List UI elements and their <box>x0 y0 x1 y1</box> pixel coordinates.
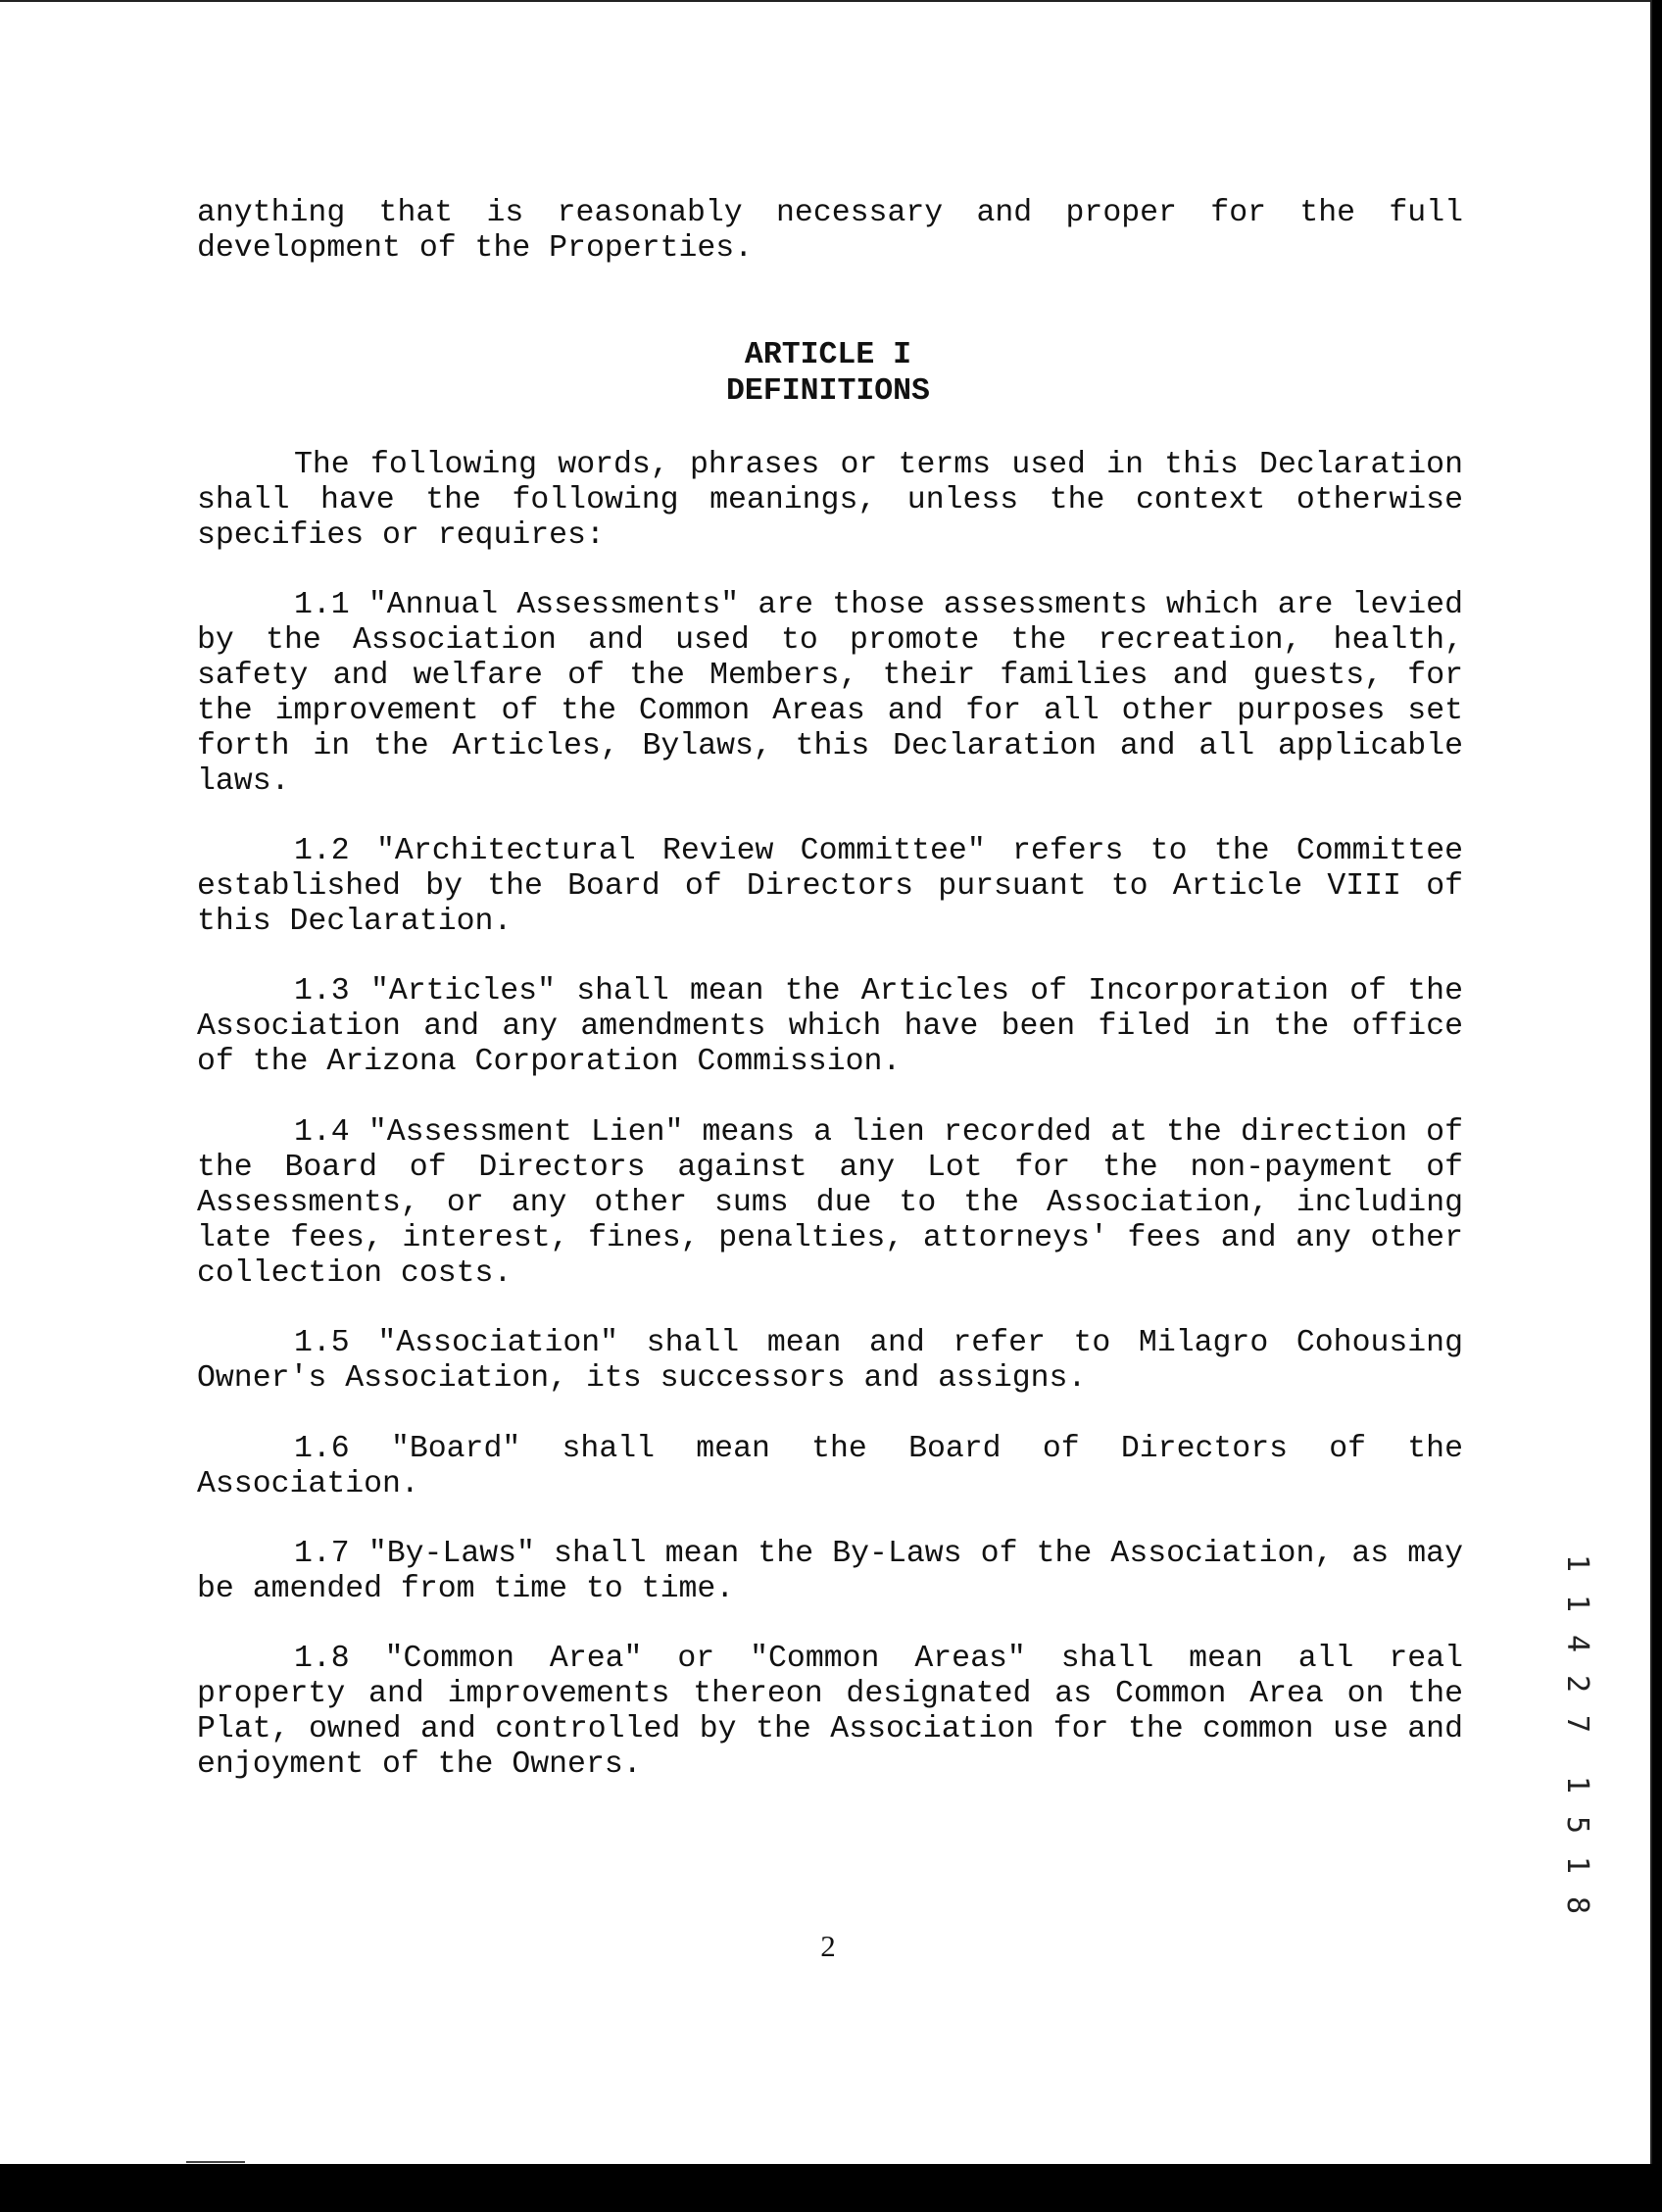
definition-1-7: 1.7 "By-Laws" shall mean the By-Laws of the Association, as may be amended from time to time. <box>197 1537 1463 1606</box>
stamp-digit: 1 <box>1560 1594 1594 1613</box>
definition-1-1: 1.1 "Annual Assessments" are those assessments which are levied by the Association and used to promote the recreation, health, safety and welfare of the Members, their families and guests, for the improvement of the Common Areas and for all other purposes set forth in the Articles, Bylaws, this Declaration and all applicable laws. <box>197 588 1463 799</box>
definition-1-2: 1.2 "Architectural Review Committee" refers to the Committee established by the Board of Directors pursuant to Article VIII of this Declaration. <box>197 834 1463 939</box>
stamp-digit: 2 <box>1560 1674 1594 1694</box>
definition-1-5: 1.5 "Association" shall mean and refer to Milagro Cohousing Owner's Association, its successors and assigns. <box>197 1326 1463 1396</box>
scan-bottom-border <box>0 2164 1662 2212</box>
lead-paragraph: The following words, phrases or terms used in this Declaration shall have the following meanings, unless the context otherwise specifies or requires: <box>197 448 1463 553</box>
definition-1-8: 1.8 "Common Area" or "Common Areas" shall mean all real property and improvements thereon designated as Common Area on the Plat, owned and controlled by the Association for the common use and enjoyment of the Owners. <box>197 1642 1463 1782</box>
stamp-digit: 7 <box>1560 1714 1594 1734</box>
stamp-digit: 4 <box>1560 1634 1594 1653</box>
intro-continuation: anything that is reasonably necessary and proper for the full development of the Properties. <box>197 196 1463 266</box>
definition-1-4: 1.4 "Assessment Lien" means a lien recorded at the direction of the Board of Directors against any Lot for the non-payment of Assessments, or any other sums due to the Association, including late fees, interest, fines, penalties, attorneys' fees and any other collection costs. <box>197 1115 1463 1291</box>
stamp-digit: 1 <box>1560 1775 1594 1794</box>
scan-edge-mark <box>186 2161 245 2163</box>
definition-1-3: 1.3 "Articles" shall mean the Articles of Incorporation of the Association and any amendments which have been filed in the office of the Arizona Corporation Commission. <box>197 974 1463 1079</box>
article-title: DEFINITIONS <box>726 374 930 409</box>
stamp-digit: 1 <box>1560 1553 1594 1573</box>
article-number: ARTICLE I <box>744 338 912 372</box>
recording-number-stamp <box>1560 1548 1594 1915</box>
stamp-digit: 1 <box>1560 1855 1594 1875</box>
definition-1-6: 1.6 "Board" shall mean the Board of Directors of the Association. <box>197 1432 1463 1501</box>
stamp-digit: 5 <box>1560 1815 1594 1835</box>
stamp-digit: 8 <box>1560 1895 1594 1915</box>
page-number: 2 <box>820 1929 836 1963</box>
